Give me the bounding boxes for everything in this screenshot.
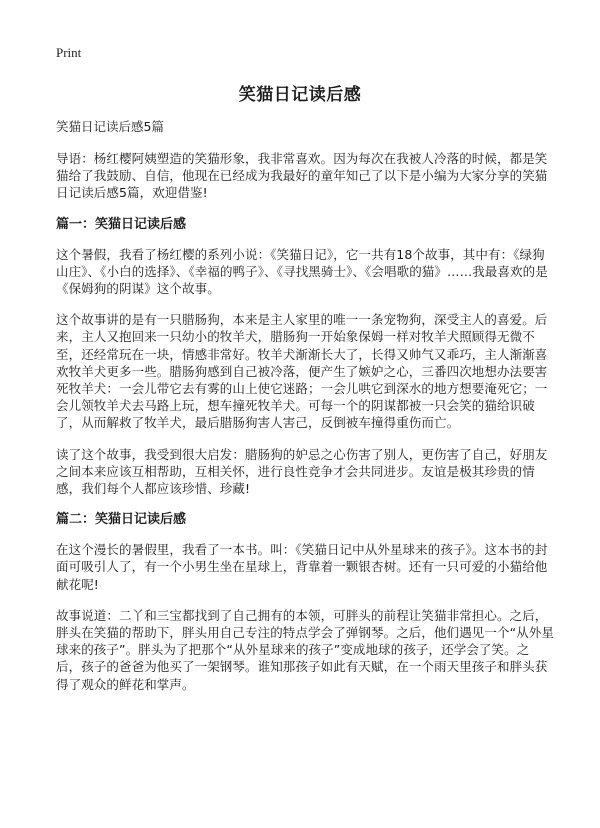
- article-body: [56, 118, 554, 707]
- section-heading: 篇二：笑猫日记读后感: [56, 512, 187, 528]
- article-subtitle: 笑猫日记读后感5篇: [56, 119, 164, 134]
- page-title: 笑猫日记读后感: [238, 85, 362, 105]
- paragraph: 这个暑假，我看了杨红樱的系列小说：《笑猫日记》，它一共有18个故事，其中有：《绿狗山庄》、《小白的选择》、《幸福的鸭子》、《寻找黑骑士》、《会唱歌的猫》……我最喜欢的是《保姆狗的阴谋》这个故事。: [56, 246, 548, 297]
- paragraph: 读了这个故事，我受到很大启发：腊肠狗的妒忌之心伤害了别人，更伤害了自己，好朋友之间本来应该互相帮助，互相关怀，进行良性竞争才会共同进步。友谊是极其珍贵的情感，我们每个人都应该珍惜、珍藏!: [56, 446, 548, 497]
- section-heading: 篇一：笑猫日记读后感: [56, 216, 187, 232]
- paragraph: 在这个漫长的暑假里，我看了一本书。叫：《笑猫日记中从外星球来的孩子》。这本书的封面可吸引人了，有一个小男生坐在星球上，背靠着一颗银杏树。还有一只可爱的小猫给他献花呢!: [56, 542, 548, 592]
- paragraph: 这个故事讲的是有一只腊肠狗，本来是主人家里的唯一一条宠物狗，深受主人的喜爱。后来，主人又抱回来一只幼小的牧羊犬，腊肠狗一开始象保姆一样对牧羊犬照顾得无微不至，还经常玩在一块，情感非常好。牧羊犬渐渐长大了，长得又帅气又乖巧，主人渐渐喜欢牧羊犬更多一些。腊肠狗感到自己被冷落，便产生了嫉妒之心，三番四次地想办法要害死牧羊犬：一会儿带它去有雾的山上使它迷路；一会儿哄它到深水的地方想要淹死它；一会儿领牧羊犬去马路上玩，想车撞死牧羊犬。可每一个的阴谋都被一只会笑的猫给识破了，从而解救了牧羊犬，最后腊肠狗害人害己，反倒被车撞得重伤而亡。: [56, 312, 548, 431]
- paragraph: 故事说道：二丫和三宝都找到了自己拥有的本领，可胖头的前程让笑猫非常担心。之后，胖头在笑猫的帮助下，胖头用自己专注的特点学会了弹钢琴。之后，他们遇见一个“从外星球来的孩子”。胖头为了把那个“从外星球来的孩子”变成地球的孩子，还学会了笑。之后，孩子的爸爸为他买了一架钢琴。谁知那孩子如此有天赋，在一个雨天里孩子和胖头获得了观众的鲜花和掌声。: [56, 607, 554, 692]
- print-link[interactable]: Print: [56, 45, 82, 60]
- intro-paragraph: 导语：杨红樱阿姨塑造的笑猫形象，我非常喜欢。因为每次在我被人冷落的时候，都是笑猫给了我鼓励、自信，他现在已经成为我最好的童年知己了以下是小编为大家分享的笑猫日记读后感5篇，欢迎借鉴!: [56, 151, 548, 201]
